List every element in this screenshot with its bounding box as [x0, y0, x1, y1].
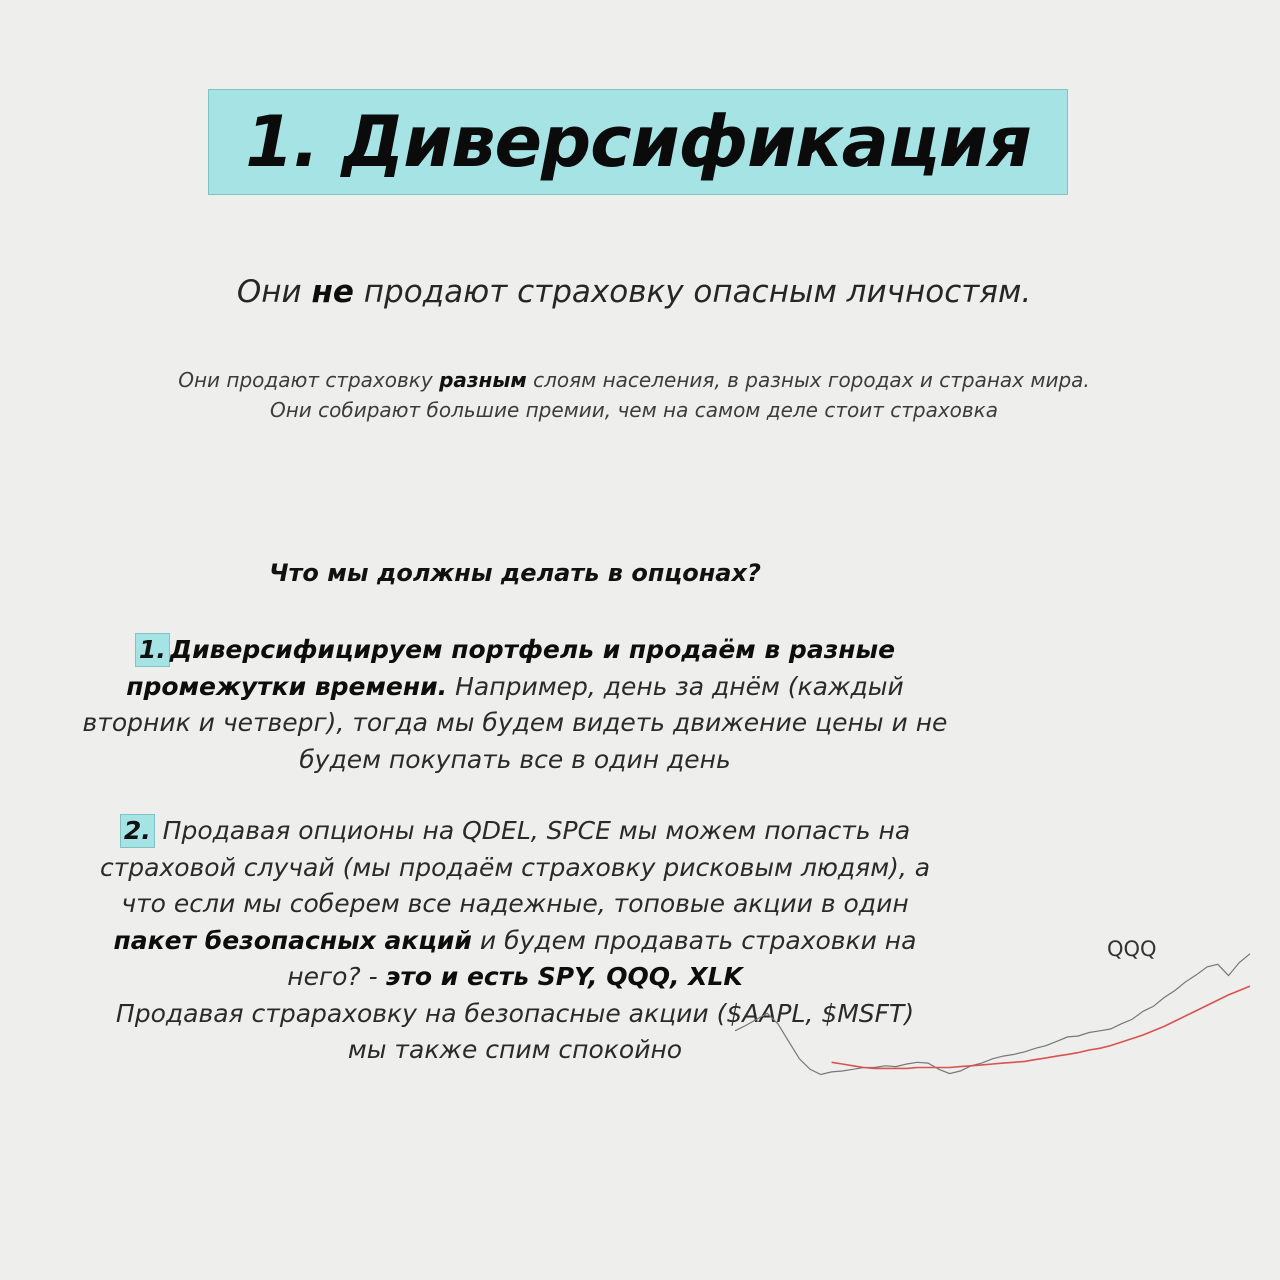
point-2 — [0, 813, 1030, 1069]
point-2-text: Продавая опционы на QDEL, SPCE мы можем попасть на — [154, 816, 911, 845]
point-2-text: него? - — [287, 962, 386, 991]
point-1-line-4: будем покупать все в один день — [299, 744, 731, 774]
point-2-tickers: это и есть SPY, QQQ, XLK — [385, 962, 743, 991]
note-text: Они продают страховку — [178, 368, 440, 392]
point-2-line-4 — [0, 923, 1030, 960]
section-question: Что мы должны делать в опцонах? — [269, 559, 761, 587]
point-2-line-2: страховой случай (мы продаём страховку рисковым людям), а — [99, 852, 931, 882]
lead-text-before: Они — [236, 274, 312, 310]
explanation-note — [0, 365, 1268, 425]
point-2-text: и будем продавать страховки на — [471, 925, 917, 955]
point-2-line-7: мы также спим спокойно — [347, 1035, 683, 1064]
point-1-heading-cont: промежутки времени. — [126, 671, 448, 701]
point-2-emphasis: пакет безопасных акций — [113, 925, 472, 955]
note-line-1 — [0, 365, 1268, 395]
lead-statement — [0, 274, 1268, 310]
lead-text-after: продают страховку опасным личностям. — [353, 274, 1032, 310]
point-1-line-3: вторник и четверг), тогда мы будем видеть движение цены и не — [82, 708, 948, 737]
note-text: слоям населения, в разных городах и странах мира. — [526, 368, 1090, 392]
point-2-line-6: Продавая страраховку на безопасные акции ($AAPL, $MSFT) — [115, 998, 915, 1028]
point-2-number-badge: 2. — [120, 814, 155, 848]
lead-emphasis: не — [311, 274, 354, 310]
note-emphasis: разным — [439, 368, 527, 392]
note-line-2: Они собирают большие премии, чем на самом деле стоит страховка — [269, 398, 999, 422]
point-1-number-badge: 1. — [135, 633, 170, 667]
point-1 — [0, 632, 1030, 778]
point-1-line-2 — [0, 669, 1030, 706]
point-2-line-3: что если мы соберем все надежные, топовые акции в один — [121, 889, 909, 918]
point-1-heading: Диверсифицируем портфель и продаём в разные — [169, 635, 896, 664]
point-1-text: Например, день за днём (каждый — [447, 671, 904, 701]
title-banner — [208, 89, 1068, 195]
point-2-line-5 — [0, 959, 1030, 996]
point-1-line-1 — [0, 632, 1030, 669]
chart-ticker-label: QQQ — [1107, 937, 1157, 961]
page-title: 1. Диверсификация — [245, 101, 1031, 183]
point-2-line-1 — [0, 813, 1030, 850]
